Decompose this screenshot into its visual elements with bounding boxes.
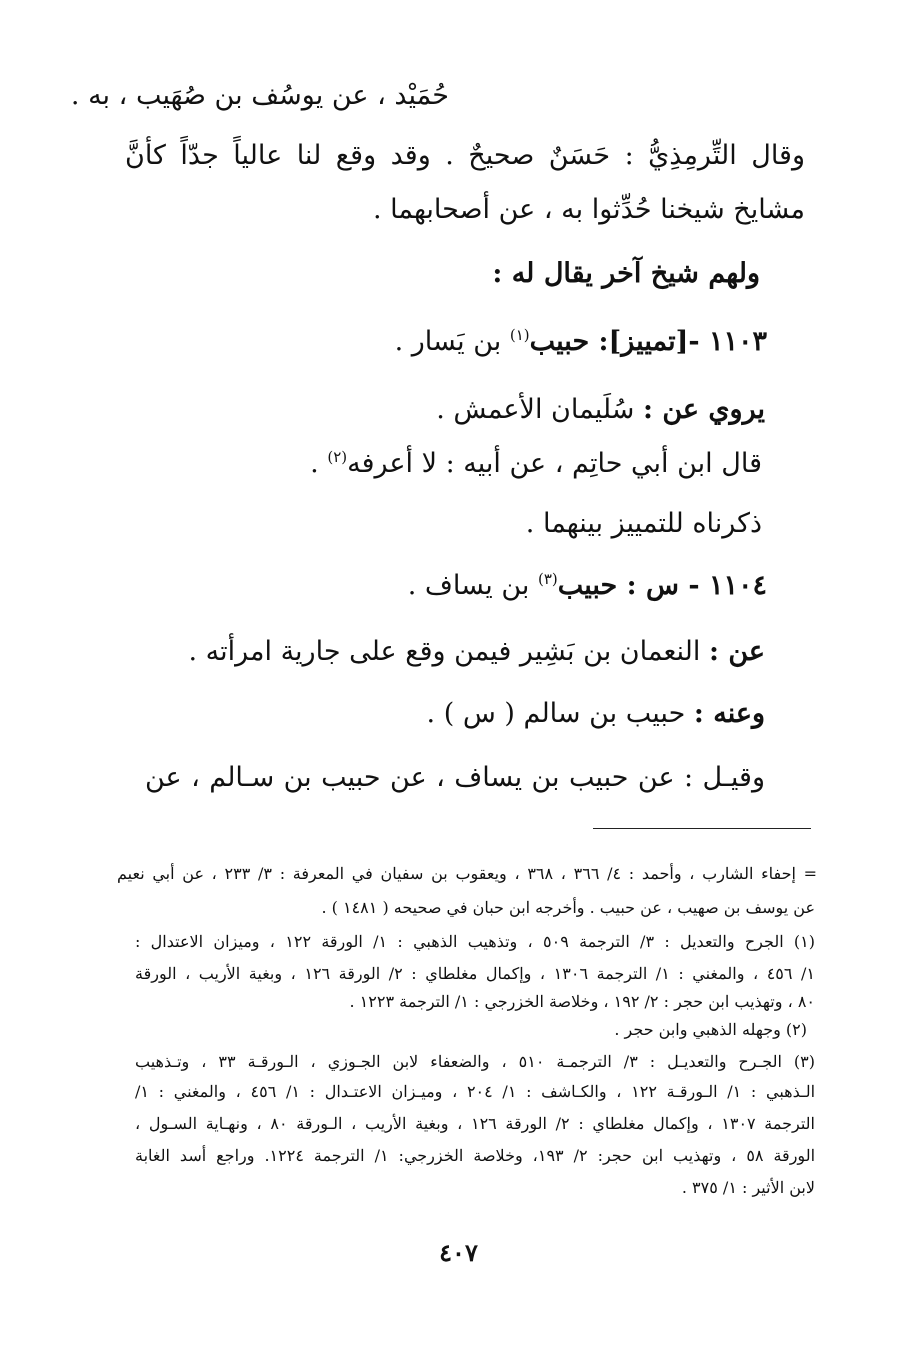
footnote-3-line-4: الورقة ٥٨ ، وتهذيب ابن حجر: ٢/ ١٩٣، وخلاصة الخزرجي: ١/ الترجمة ١٢٢٤. وراجع أسد الغابة xyxy=(135,1146,816,1165)
footnote-ref-3: (٣) xyxy=(537,570,558,588)
footnote-ref-1: (١) xyxy=(509,326,530,344)
footnote-3-line-2: الـذهبي : ١/ الـورقـة ١٢٢ ، والكـاشف : ١/ ٢٠٤ ، وميـزان الاعتـدال : ١/ ٤٥٦ ، والمغني : ١/ xyxy=(135,1082,816,1101)
footnote-ref-2: (٢) xyxy=(327,448,348,466)
footnote-1-line-1: (١) الجرح والتعديل : ٣/ الترجمة ٥٠٩ ، وتذهيب الذهبي : ١/ الورقة ١٢٢ ، وميزان الاعتدال : xyxy=(135,932,816,951)
narrates-from-line xyxy=(436,390,765,430)
text-line-12: وقيـل : عن حبيب بن يساف ، عن حبيب بن سـالم ، عن xyxy=(145,762,765,793)
page-number: ٤٠٧ xyxy=(439,1238,478,1267)
section-heading: ولهم شيخ آخر يقال له : xyxy=(492,258,760,289)
entry-1103 xyxy=(395,322,767,362)
text-line-7-main: قال ابن أبي حاتِم ، عن أبيه : لا أعرفه xyxy=(347,448,762,479)
text-line-7-end: . xyxy=(310,448,328,479)
entry-1104-lead: ١١٠٤ - س : حبيب xyxy=(557,570,767,601)
narrated-by-line xyxy=(427,694,765,734)
from-value: النعمان بن بَشِير فيمن وقع على جارية امرأته . xyxy=(188,636,709,667)
footnote-1-line-3: ٨٠ ، وتهذيب ابن حجر : ٢/ ١٩٢ ، وخلاصة الخزرجي : ١/ الترجمة ١٢٢٣ . xyxy=(349,992,815,1011)
footnote-3-line-3: الترجمة ١٣٠٧ ، وإكمال مغلطاي : ٢/ الورقة ١٢٦ ، وبغية الأريب ، الـورقة ٨٠ ، ونهـاية السـول ، xyxy=(135,1114,815,1133)
narrated-by-value: حبيب بن سالم ( س ) . xyxy=(426,698,694,729)
text-line-7 xyxy=(310,444,762,484)
narrates-from-value: سُلَيمان الأعمش . xyxy=(436,394,643,425)
footnote-3-line-5: لابن الأثير : ١/ ٣٧٥ . xyxy=(681,1178,815,1197)
text-line-1: حُمَيْد ، عن يوسُف بن صُهَيب ، به . xyxy=(70,80,449,111)
from-line xyxy=(188,632,765,672)
footnote-3-line-1: (٣) الجـرح والتعديـل : ٣/ الترجمـة ٥١٠ ، والضعفاء لابن الجـوزي ، الـورقـة ٣٣ ، وتـذهيب xyxy=(135,1052,816,1071)
text-line-2: وقال التِّرمِذِيُّ : حَسَنٌ صحيحٌ . وقد وقع لنا عالياً جدّاً كأنَّ xyxy=(125,140,805,171)
footnote-separator xyxy=(593,828,811,829)
from-label: عن : xyxy=(708,636,765,667)
entry-1104 xyxy=(408,566,767,606)
narrates-from-label: يروي عن : xyxy=(642,394,765,425)
narrated-by-label: وعنه : xyxy=(693,698,765,729)
footnote-1-line-2: ١/ ٤٥٦ ، والمغني : ١/ الترجمة ١٣٠٦ ، وإكمال مغلطاي : ٢/ الورقة ١٢٦ ، وبغية الأريب ، الورقة xyxy=(135,964,816,983)
footnote-2: (٢) وجهله الذهبي وابن حجر . xyxy=(614,1020,807,1039)
text-line-8: ذكرناه للتمييز بينهما . xyxy=(525,508,762,539)
footnote-continuation-1: = إحفاء الشارب ، وأحمد : ٤/ ٣٦٦ ، ٣٦٨ ، ويعقوب بن سفيان في المعرفة : ٣/ ٢٣٣ ، عن أبي نعيم xyxy=(117,864,818,883)
entry-1104-tail: بن يساف . xyxy=(407,570,538,601)
entry-1103-lead: ١١٠٣ -[تمييز]: حبيب xyxy=(529,326,767,357)
entry-1103-tail: بن يَسار . xyxy=(394,326,510,357)
text-line-3: مشايخ شيخنا حُدِّثوا به ، عن أصحابهما . xyxy=(372,194,805,225)
footnote-continuation-2: عن يوسف بن صهيب ، عن حبيب . وأخرجه ابن حبان في صحيحه ( ١٤٨١ ) . xyxy=(321,898,815,917)
